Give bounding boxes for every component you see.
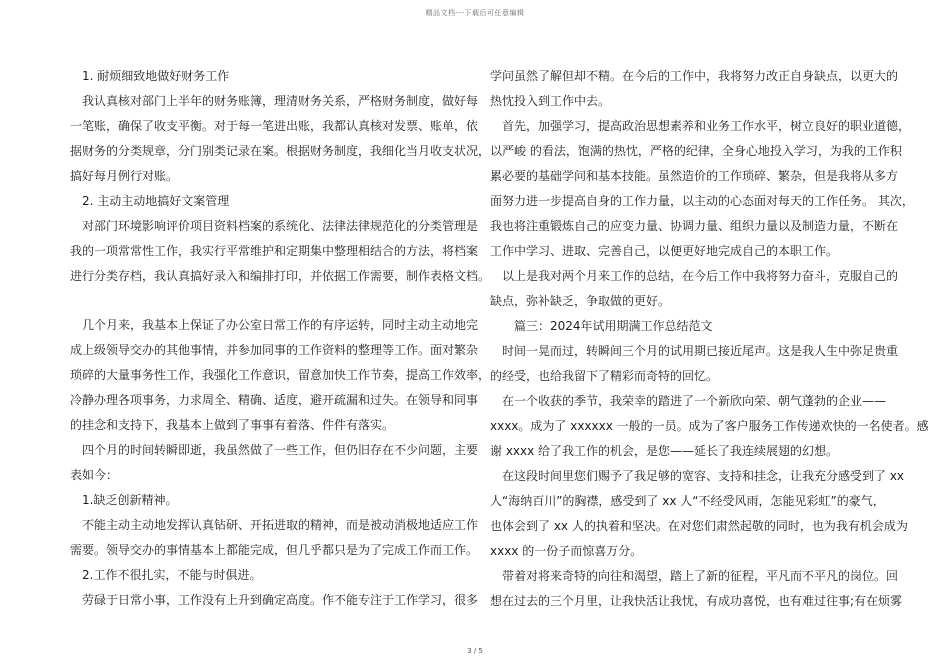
left-column: [70, 64, 491, 613]
page-header: 精品文档---下载后可任意编辑: [425, 9, 525, 17]
paragraph-line: 成上级领导交办的其他事情，并参加同事的工作资料的整理等工作。面对繁杂: [70, 343, 479, 357]
paragraph-line: 不能主动主动地发挥认真钻研、开拓进取的精神，而是被动消极地适应工作: [82, 518, 479, 532]
right-column: [490, 64, 929, 614]
paragraph-line: 面努力进一步提高自身的工作力量，以主动的心态面对每天的工作任务。 其次，: [490, 194, 914, 208]
section-heading: 1. 耐烦细致地做好财务工作: [82, 69, 230, 83]
paragraph-line: 冷静办理各项事务，力求周全、精确、适度，避开疏漏和过失。在领导和同事: [70, 393, 479, 407]
paragraph-line: 首先，加强学习，提高政治思想素养和业务工作水平，树立良好的职业道德，: [502, 119, 911, 133]
paragraph-line: xxxx。成为了 xxxxxx 一般的一员。成为了客户服务工作传递欢快的一名使者。感: [490, 419, 929, 433]
paragraph-line: 人“海纳百川”的胸襟，感受到了 xx 人“不经受风雨，怎能见彩虹”的豪气，: [490, 494, 885, 508]
page-number: 3 / 5: [467, 647, 483, 655]
paragraph-line: 带着对将来奇特的向往和渴望，踏上了新的征程，平凡而不平凡的岗位。回: [502, 569, 899, 583]
paragraph-line: 我也将注重锻炼自己的应变力量、协调力量、组织力量以及制造力量，不断在: [490, 219, 899, 233]
paragraph-line: 热忱投入到工作中去。: [490, 94, 611, 108]
paragraph-line: 的经受，也给我留下了精彩而奇特的回忆。: [490, 369, 719, 383]
paragraph-line: 谢 xxxx 给了我工作的机会，是您——延长了我连续展翅的幻想。: [490, 444, 839, 458]
paragraph-line: 在一个收获的季节，我荣幸的踏进了一个新欣向荣、朝气蓬勃的企业——: [502, 394, 887, 408]
paragraph-line: 以上是我对两个月来工作的总结，在今后工作中我将努力奋斗，克服自己的: [502, 269, 899, 283]
paragraph-line: 几个月来，我基本上保证了办公室日常工作的有序运转，同时主动主动地完: [82, 318, 479, 332]
paragraph-line: 累必要的基础学问和基本技能。虽然造价的工作琐碎、繁杂，但是我将从多方: [490, 169, 899, 183]
paragraph-line: 以严峻 的看法，饱满的热忱，严格的纪律，全身心地投入学习，为我的工作积: [490, 144, 902, 158]
paragraph-line: 表如今：: [70, 468, 119, 482]
paragraph-line: 一笔账，确保了收支平衡。对于每一笔进出账，我都认真核对发票、账单，依: [70, 119, 479, 133]
paragraph-line: 对部门环境影响评价项目资料档案的系统化、法律法律规范化的分类管理是: [82, 219, 479, 233]
paragraph-line: 时间一晃而过，转瞬间三个月的试用期已接近尾声。这是我人生中弥足贵重: [502, 344, 899, 358]
paragraph-line: 缺点，弥补缺乏，争取做的更好。: [490, 294, 671, 308]
paragraph-line: 进行分类存档，我认真搞好录入和编排打印，并依据工作需要，制作表格文档。: [70, 269, 491, 283]
paragraph-line: 需要。领导交办的事情基本上都能完成，但几乎都只是为了完成工作而工作。: [70, 543, 479, 557]
paragraph-line: 琐碎的大量事务性工作，我强化工作意识，留意加快工作节奏，提高工作效率，: [70, 368, 491, 382]
paragraph-line: 据财务的分类规章，分门别类记录在案。根据财务制度，我细化当月收支状况，: [70, 144, 491, 158]
paragraph-line: 的挂念和支持下，我基本上做到了事事有着落、件件有落实。: [70, 418, 395, 432]
paragraph-gap: [70, 289, 455, 313]
section-heading: 2. 主动主动地搞好文案管理: [82, 194, 230, 208]
paragraph-line: xxxx 的一份子而惊喜万分。: [490, 544, 643, 558]
paragraph-line: 也体会到了 xx 人的执着和坚决。在对您们肃然起敬的同时，也为我有机会成为: [490, 519, 908, 533]
paragraph-line: 我认真核对部门上半年的财务账簿，理清财务关系，严格财务制度，做好每: [82, 94, 479, 108]
chapter-title: 篇三：2024年试用期满工作总结范文: [514, 319, 713, 333]
paragraph-line: 在这段时间里您们赐予了我足够的宽容、支持和挂念，让我充分感受到了 xx: [502, 469, 905, 483]
paragraph-line: 想在过去的三个月里，让我快活让我忧，有成功喜悦，也有难过往事;有在烦雾: [490, 594, 903, 608]
list-heading: 1.缺乏创新精神。: [82, 493, 178, 507]
paragraph-line: 四个月的时间转瞬即逝，我虽然做了一些工作，但仍旧存在不少问题，主要: [82, 443, 479, 457]
paragraph-line: 劳碌于日常小事，工作没有上升到确定高度。作不能专注于工作学习，很多: [82, 593, 479, 607]
paragraph-line: 我的一项常常性工作，我实行平常维护和定期集中整理相结合的方法，将档案: [70, 244, 479, 258]
paragraph-line: 学问虽然了解但却不精。在今后的工作中，我将努力改正自身缺点，以更大的: [490, 69, 899, 83]
paragraph-line: 搞好每月例行对账。: [70, 169, 179, 183]
list-heading: 2.工作不很扎实，不能与时俱进。: [82, 568, 262, 582]
paragraph-line: 工作中学习、进取、完善自己，以便更好地完成自己的本职工作。: [490, 244, 839, 258]
